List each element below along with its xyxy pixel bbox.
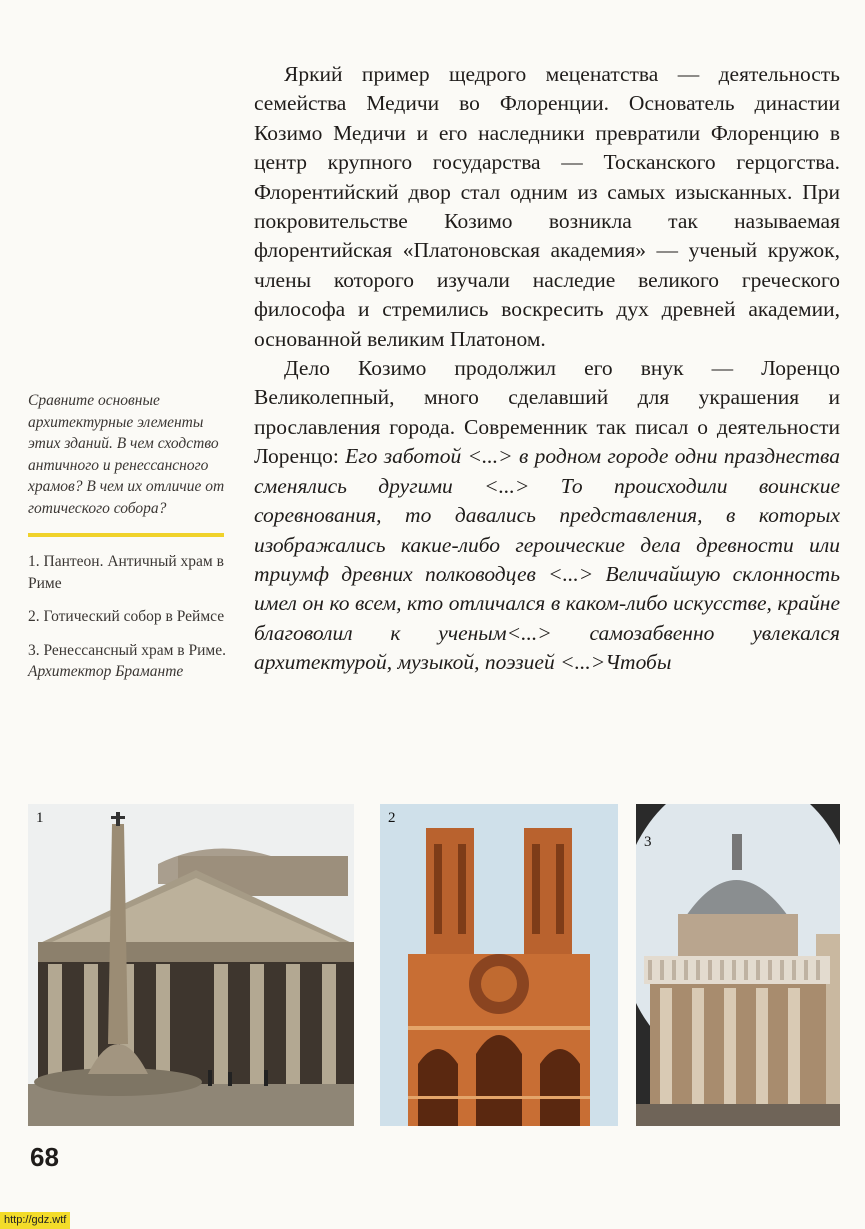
tempietto-illustration bbox=[636, 804, 840, 1126]
main-text bbox=[254, 60, 840, 678]
reims-cathedral-illustration bbox=[380, 804, 618, 1126]
sidebar bbox=[28, 390, 228, 695]
contemporary-quote: Его заботой <...> в родном городе одни празднества сменялись другими <...> То происходили воинские соревнования, то давались представления, в которых изображались какие-либо героические дела древности или триумф древних полководцев <...> Величайшую склонность имел он ко всем, кто отличался в каком-либо искусстве, крайне благоволил к ученым<...> самозабвенно увлекался архитектурой, музыкой, поэзией <...>Чтобы bbox=[254, 444, 840, 675]
paragraph-medici: Яркий пример щедрого меценатства — деятельность семейства Медичи во Флоренции. Основатель династии Козимо Медичи и его наследники превратили Флоренцию в центр крупного государства — Тосканского герцогства. Флорентийский двор стал одним из самых изысканных. При покровительстве Козимо возникла так называемая флорентийская «Платоновская академия» — ученый кружок, члены которого изучали наследие великого греческого философа и стремились воскресить дух древней академии, основанной великим Платоном. bbox=[254, 62, 840, 351]
pantheon-illustration bbox=[28, 804, 354, 1126]
photo-number-2: 2 bbox=[388, 810, 396, 826]
tempietto-photo bbox=[636, 804, 840, 1126]
photo-captions bbox=[28, 551, 228, 683]
reims-cathedral-photo bbox=[380, 804, 618, 1126]
caption-2: 2. Готический собор в Реймсе bbox=[28, 608, 225, 625]
paragraph-lorenzo bbox=[254, 354, 840, 677]
page-number: 68 bbox=[30, 1142, 59, 1172]
watermark: http://gdz.wtf bbox=[0, 1212, 70, 1229]
paragraph-lorenzo-intro: Дело Козимо продолжил его внук — Лоренцо Великолепный, много сделавший для украшения и прославления города. Современник так писал о деятельности Лоренцо: bbox=[254, 356, 840, 469]
yellow-divider bbox=[28, 533, 224, 537]
pantheon-photo bbox=[28, 804, 354, 1126]
sidebar-question: Сравните основные архитектурные элементы этих зданий. В чем сходство античного и ренессансного храмов? В чем их отличие от готического собора? bbox=[28, 392, 225, 517]
caption-3: 3. Ренессансный храм в Риме. Архитектор Браманте bbox=[28, 641, 226, 680]
caption-1: 1. Пантеон. Античный храм в Риме bbox=[28, 553, 224, 592]
photo-number-1: 1 bbox=[36, 810, 44, 826]
photo-number-3: 3 bbox=[644, 834, 652, 850]
